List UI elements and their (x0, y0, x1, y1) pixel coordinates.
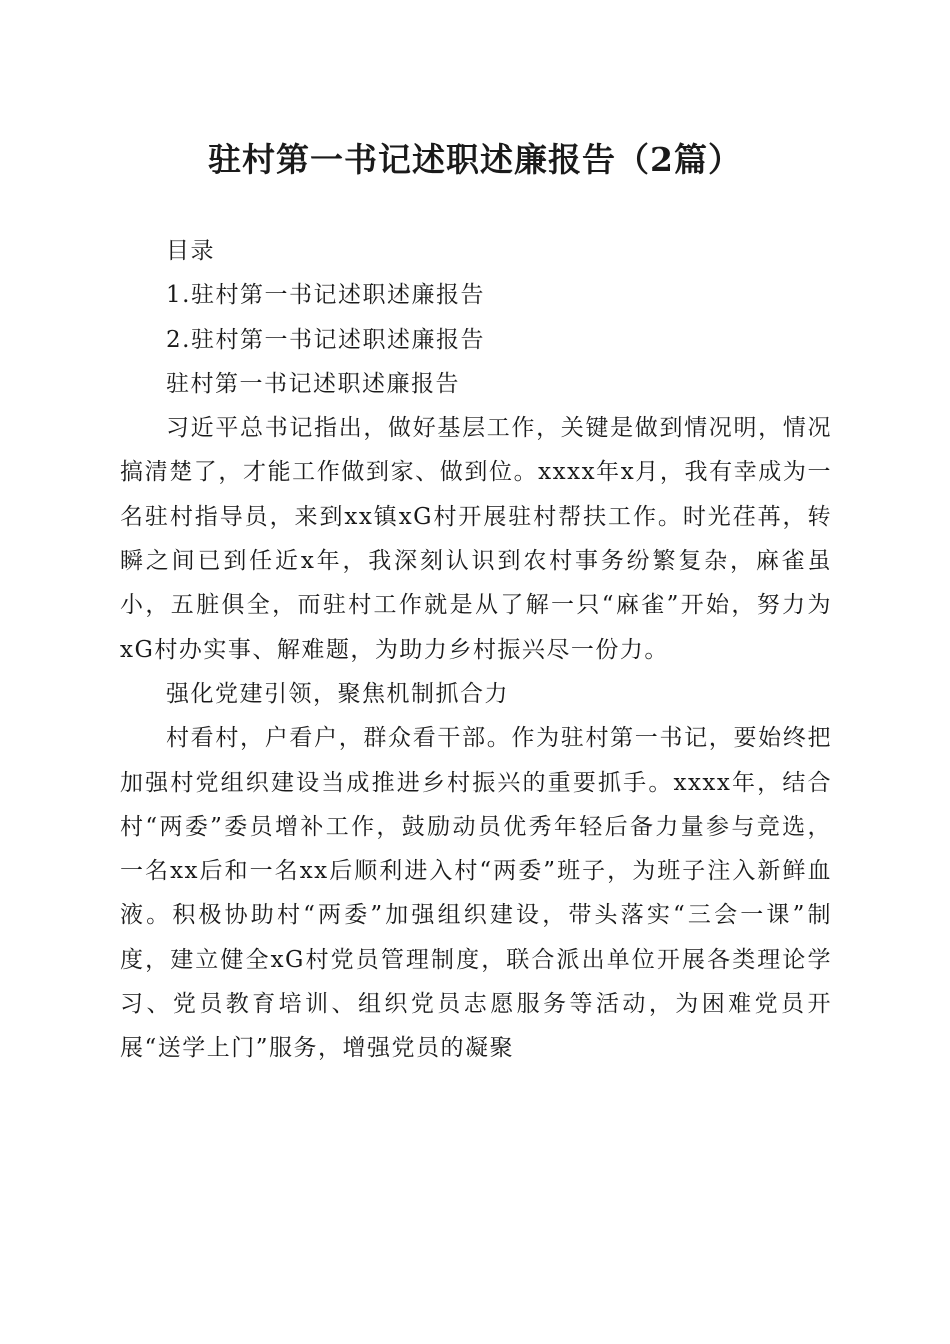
paragraph-party-building: 村看村，户看户，群众看干部。作为驻村第一书记，要始终把加强村党组织建设当成推进乡村振兴的重要抓手。xxxx年，结合村“两委”委员增补工作，鼓励动员优秀年轻后备力量参与竞选，一名xx后和一名xx后顺利进入村“两委”班子，为班子注入新鲜血液。积极协助村“两委”加强组织建设，带头落实“三会一课”制度，建立健全xG村党员管理制度，联合派出单位开展各类理论学习、党员教育培训、组织党员志愿服务等活动，为困难党员开展“送学上门”服务，增强党员的凝聚 (120, 725, 832, 1062)
document-body (120, 229, 832, 1071)
article-title: 驻村第一书记述职述廉报告 (166, 370, 460, 397)
toc-heading: 目录 (166, 238, 215, 264)
section-heading: 强化党建引领，聚焦机制抓合力 (166, 680, 509, 707)
toc-item-1: 1.驻村第一书记述职述廉报告 (166, 282, 485, 309)
paragraph-intro: 习近平总书记指出，做好基层工作，关键是做到情况明，情况搞清楚了，才能工作做到家、做到位。xxxx年x月，我有幸成为一名驻村指导员，来到xx镇xG村开展驻村帮扶工作。时光荏苒，转瞬之间已到任近x年，我深刻认识到农村事务纷繁复杂，麻雀虽小，五脏俱全，而驻村工作就是从了解一只“麻雀”开始，努力为xG村办实事、解难题，为助力乡村振兴尽一份力。 (120, 415, 832, 663)
document-title: 驻村第一书记述职述廉报告（2篇） (208, 140, 742, 179)
toc-item-2: 2.驻村第一书记述职述廉报告 (166, 326, 485, 353)
